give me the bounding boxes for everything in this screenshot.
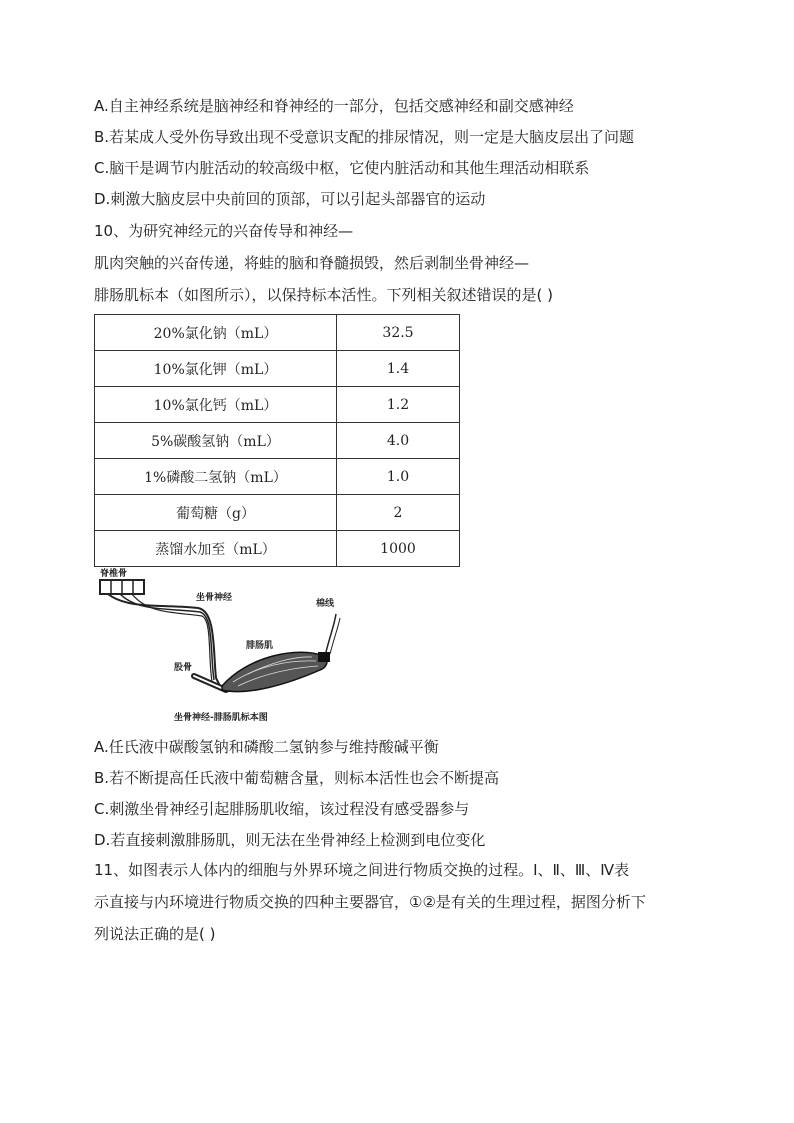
q11-stem-line-3: 列说法正确的是( ) bbox=[94, 925, 216, 943]
label-spine: 脊椎骨 bbox=[100, 569, 128, 579]
gastrocnemius-muscle bbox=[222, 652, 327, 691]
q10-option-b: B.若不断提高任氏液中葡萄糖含量，则标本活性也会不断提高 bbox=[94, 769, 500, 787]
table-row bbox=[95, 387, 460, 423]
cotton-thread bbox=[326, 614, 336, 652]
label-sciatic-nerve: 坐骨神经 bbox=[196, 593, 233, 603]
figure-caption: 坐骨神经-腓肠肌标本图 bbox=[174, 713, 268, 723]
sciatic-gastrocnemius-figure bbox=[98, 566, 358, 726]
table-cell-name: 蒸馏水加至（mL） bbox=[95, 531, 337, 567]
label-femur: 股骨 bbox=[174, 663, 193, 673]
sciatic-nerve bbox=[108, 594, 220, 686]
table-cell-value: 1000 bbox=[337, 531, 460, 567]
q11-stem-line-2: 示直接与内环境进行物质交换的四种主要器官，①②是有关的生理过程，据图分析下 bbox=[94, 893, 646, 911]
table-cell-name: 葡萄糖（g） bbox=[95, 495, 337, 531]
table-cell-value: 32.5 bbox=[337, 315, 460, 351]
label-muscle: 腓肠肌 bbox=[246, 641, 274, 651]
ringer-solution-table bbox=[94, 314, 460, 567]
q11-stem-line-1: 11、如图表示人体内的细胞与外界环境之间进行物质交换的过程。Ⅰ、Ⅱ、Ⅲ、Ⅳ表 bbox=[94, 861, 630, 879]
table-row bbox=[95, 351, 460, 387]
table-row bbox=[95, 459, 460, 495]
table-cell-value: 4.0 bbox=[337, 423, 460, 459]
label-thread: 棉线 bbox=[316, 599, 335, 609]
table-row bbox=[95, 423, 460, 459]
table-cell-value: 2 bbox=[337, 495, 460, 531]
table-cell-name: 20%氯化钠（mL） bbox=[95, 315, 337, 351]
table-row bbox=[95, 531, 460, 567]
q10-stem-line-3: 腓肠肌标本（如图所示），以保持标本活性。下列相关叙述错误的是( ) bbox=[94, 286, 553, 304]
table-cell-value: 1.4 bbox=[337, 351, 460, 387]
table-cell-value: 1.0 bbox=[337, 459, 460, 495]
table-cell-value: 1.2 bbox=[337, 387, 460, 423]
q10-option-a: A.任氏液中碳酸氢钠和磷酸二氢钠参与维持酸碱平衡 bbox=[94, 738, 439, 756]
q10-option-c: C.刺激坐骨神经引起腓肠肌收缩，该过程没有感受器参与 bbox=[94, 800, 470, 818]
q10-stem-line-2: 肌肉突触的兴奋传递，将蛙的脑和脊髓损毁，然后剥制坐骨神经— bbox=[94, 254, 530, 272]
table-cell-name: 10%氯化钾（mL） bbox=[95, 351, 337, 387]
table-cell-name: 1%磷酸二氢钠（mL） bbox=[95, 459, 337, 495]
q9-option-b: B.若某成人受外伤导致出现不受意识支配的排尿情况，则一定是大脑皮层出了问题 bbox=[94, 128, 635, 146]
q10-option-d: D.若直接刺激腓肠肌，则无法在坐骨神经上检测到电位变化 bbox=[94, 831, 486, 849]
table-row bbox=[95, 495, 460, 531]
table-cell-name: 10%氯化钙（mL） bbox=[95, 387, 337, 423]
tendon-clip bbox=[318, 652, 330, 662]
q9-option-c: C.脑干是调节内脏活动的较高级中枢，它使内脏活动和其他生理活动相联系 bbox=[94, 159, 590, 177]
table-cell-name: 5%碳酸氢钠（mL） bbox=[95, 423, 337, 459]
table-row bbox=[95, 315, 460, 351]
q10-stem-line-1: 10、为研究神经元的兴奋传导和神经— bbox=[94, 222, 354, 240]
q9-option-a: A.自主神经系统是脑神经和脊神经的一部分，包括交感神经和副交感神经 bbox=[94, 97, 574, 115]
q9-option-d: D.刺激大脑皮层中央前回的顶部，可以引起头部器官的运动 bbox=[94, 190, 486, 208]
